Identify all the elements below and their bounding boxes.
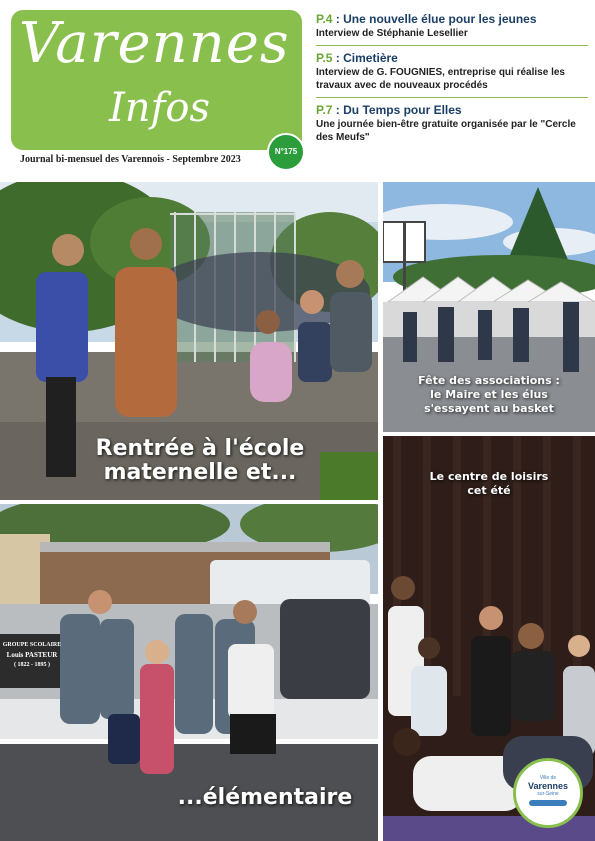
photo-centre-loisirs [383, 436, 595, 841]
toc-entry[interactable]: P.7 : Du Temps pour Elles Une journée bien-être gratuite organisée par le "Cercle des Meufs" [316, 103, 588, 149]
toc-description: Interview de G. FOUGNIES, entreprise qui réalise les travaux avec de nouveaux procédés [316, 67, 565, 91]
table-of-contents [316, 12, 588, 154]
toc-entry[interactable]: P.5 : Cimetière Interview de G. FOUGNIES, entreprise qui réalise les travaux avec de nouveaux procédés [316, 51, 588, 98]
caption-line: Le centre de loisirs [429, 470, 549, 483]
caption-line: le Maire et les élus [430, 388, 548, 401]
logo-line: sur-Seine [537, 791, 559, 797]
toc-title: Une nouvelle élue pour les jeunes [343, 12, 537, 26]
wave-icon [529, 800, 567, 806]
toc-entry[interactable]: P.4 : Une nouvelle élue pour les jeunes Interview de Stéphanie Lesellier [316, 12, 588, 46]
masthead-title: Varennes [19, 11, 290, 76]
masthead-logo [11, 10, 302, 150]
masthead-subtitle: Journal bi-mensuel des Varennois - Septembre 2023 [20, 154, 241, 165]
school-sign [2, 636, 62, 688]
logo-line: Varennes [527, 781, 569, 791]
sign-line: ( 1822 - 1895 ) [14, 662, 50, 668]
toc-title: Du Temps pour Elles [343, 103, 462, 117]
photo-rentree-maternelle [0, 182, 378, 500]
sign-line: Louis PASTEUR [6, 651, 58, 659]
masthead-title-infos: Infos [109, 85, 210, 131]
caption-line: Rentrée à l'école [95, 436, 305, 461]
toc-description: Interview de Stéphanie Lesellier [316, 28, 468, 39]
photo-rentree-elementaire [0, 504, 378, 841]
toc-page: P.4 [316, 12, 333, 26]
caption-line: cet été [467, 484, 511, 497]
toc-description: Une journée bien-être gratuite organisée par le "Cercle des Meufs" [316, 119, 576, 143]
sign-line: GROUPE SCOLAIRE [2, 642, 62, 648]
caption-line: maternelle et... [103, 460, 297, 485]
toc-title: Cimetière [343, 51, 398, 65]
caption-line: s'essayent au basket [424, 402, 554, 415]
photo-fete-associations [383, 182, 595, 432]
caption-line: Fête des associations : [418, 374, 560, 387]
caption-elementaire: ...élémentaire [177, 785, 353, 810]
toc-page: P.5 [316, 51, 333, 65]
toc-page: P.7 [316, 103, 333, 117]
town-logo [513, 758, 583, 828]
logo-line: Ville de [539, 775, 557, 781]
issue-badge: N°175 [267, 133, 305, 171]
